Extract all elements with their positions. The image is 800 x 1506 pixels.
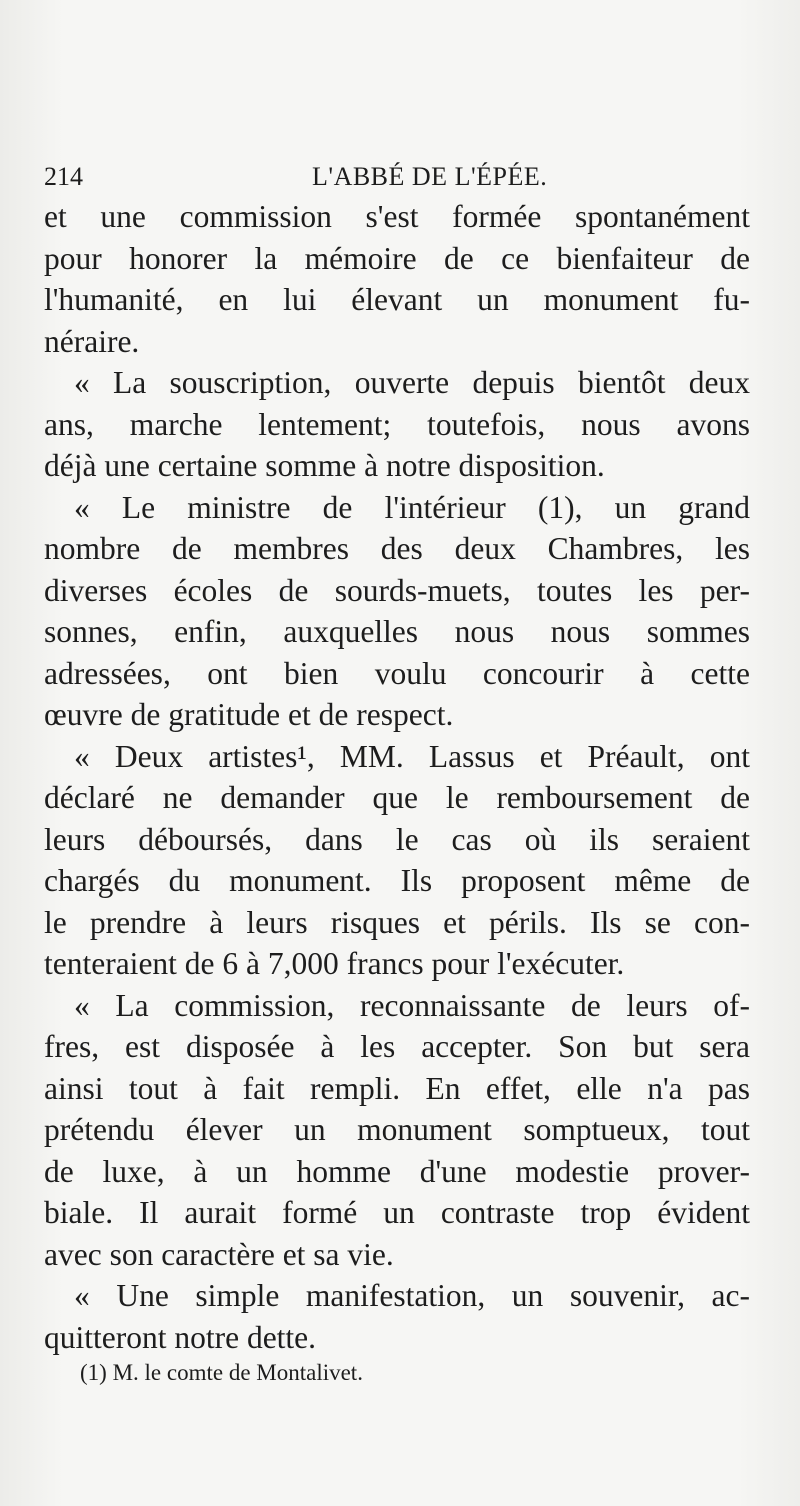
text-line: quitteront notre dette. xyxy=(44,1319,317,1355)
text-line: adressées, ont bien voulu concourir à cette xyxy=(44,655,750,691)
running-title: L'ABBÉ DE L'ÉPÉE. xyxy=(312,162,548,191)
text-line: déclaré ne demander que le remboursement de xyxy=(44,780,750,815)
text-line: œuvre de gratitude et de respect. xyxy=(44,697,454,732)
text-line: biale. Il aurait formé un contraste trop évident xyxy=(44,1195,750,1230)
text-line: néraire. xyxy=(44,323,140,359)
text-line: l'humanité, en lui élevant un monument fu- xyxy=(44,282,750,317)
page-number: 214 xyxy=(44,162,83,191)
text-line: avec son caractère et sa vie. xyxy=(44,1236,394,1272)
text-line: et une commission s'est formée spontanément xyxy=(44,199,750,234)
text-line: nombre de membres des deux Chambres, les xyxy=(44,531,750,566)
body-text xyxy=(44,196,750,1358)
text-line: fres, est disposée à les accepter. Son but sera xyxy=(44,1029,750,1064)
text-line: « Le ministre de l'intérieur (1), un grand xyxy=(74,489,750,525)
text-line: sonnes, enfin, auxquelles nous nous sommes xyxy=(44,614,750,649)
text-line: le prendre à leurs risques et périls. Ils se con- xyxy=(44,904,750,940)
text-line: « La commission, reconnaissante de leurs of- xyxy=(74,987,750,1023)
text-line: « Une simple manifestation, un souvenir, ac- xyxy=(74,1278,750,1313)
footnote: (1) M. le comte de Montalivet. xyxy=(80,1360,363,1385)
text-line: chargés du monument. Ils proposent même de xyxy=(44,863,750,898)
page-header xyxy=(44,162,750,194)
text-line: « La souscription, ouverte depuis bientôt deux xyxy=(74,365,750,400)
text-line: ans, marche lentement; toutefois, nous avons xyxy=(44,406,750,442)
text-line: de luxe, à un homme d'une modestie prover- xyxy=(44,1153,750,1189)
text-line: diverses écoles de sourds-muets, toutes les per- xyxy=(44,572,750,608)
text-line: déjà une certaine somme à notre disposition. xyxy=(44,448,605,483)
text-line: leurs déboursés, dans le cas où ils seraient xyxy=(44,821,750,857)
text-line: tenteraient de 6 à 7,000 francs pour l'exécuter. xyxy=(44,946,625,981)
text-line: ainsi tout à fait rempli. En effet, elle n'a pas xyxy=(44,1070,750,1106)
text-line: « Deux artistes¹, MM. Lassus et Préault, ont xyxy=(74,738,750,774)
text-line: prétendu élever un monument somptueux, tout xyxy=(44,1112,750,1147)
text-line: pour honorer la mémoire de ce bienfaiteur de xyxy=(44,240,750,276)
